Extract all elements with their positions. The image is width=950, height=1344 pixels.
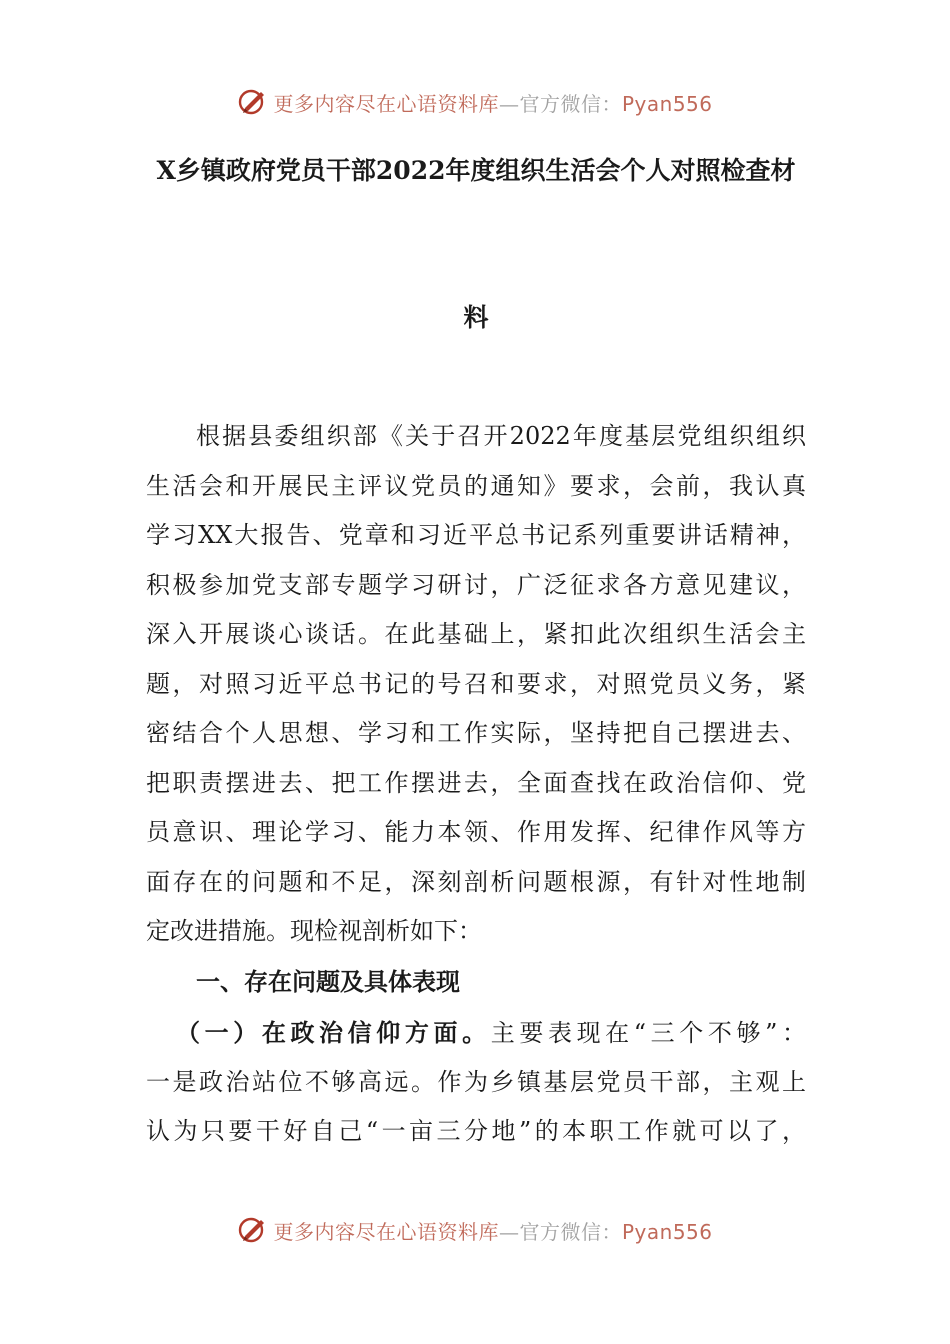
paragraph-line: 定改进措施。现检视剖析如下： bbox=[146, 917, 482, 945]
section-heading: 一、存在问题及具体表现 bbox=[196, 967, 460, 996]
intro-paragraph bbox=[146, 412, 806, 957]
banner-text: 更多内容尽在心语资料库—官方微信：Pyan556 bbox=[273, 91, 713, 116]
paragraph-line: 员意识、理论学习、能力本领、作用发挥、纪律作风等方 bbox=[146, 818, 806, 846]
header-banner bbox=[0, 82, 950, 122]
paragraph-line: 认为只要干好自己“一亩三分地”的本职工作就可以了， bbox=[146, 1117, 806, 1145]
banner-text: 更多内容尽在心语资料库—官方微信：Pyan556 bbox=[273, 1219, 713, 1244]
paragraph-line: 密结合个人思想、学习和工作实际，坚持把自己摆进去、 bbox=[146, 719, 806, 747]
paragraph-line: 积极参加党支部专题学习研讨，广泛征求各方意见建议， bbox=[146, 570, 806, 599]
paragraph-line bbox=[146, 1008, 806, 1058]
paragraph-line: 面存在的问题和不足，深刻剖析问题根源，有针对性地制 bbox=[146, 867, 806, 896]
pen-logo-icon bbox=[237, 1214, 269, 1246]
paragraph-line: 生活会和开展民主评议党员的通知》要求，会前，我认真 bbox=[146, 471, 806, 500]
subsection-paragraph bbox=[146, 1008, 806, 1157]
document-title: X乡镇政府党员干部2022年度组织生活会个人对照检查材 bbox=[156, 156, 796, 185]
paragraph-line: 一是政治站位不够高远。作为乡镇基层党员干部，主观上 bbox=[146, 1067, 806, 1096]
document-title-continued: 料 bbox=[463, 303, 489, 332]
footer-banner bbox=[0, 1210, 950, 1250]
paragraph-line: 根据县委组织部《关于召开2022年度基层党组织组织 bbox=[196, 422, 806, 450]
paragraph-line: 题，对照习近平总书记的号召和要求，对照党员义务，紧 bbox=[146, 669, 806, 698]
paragraph-line: 深入开展谈心谈话。在此基础上，紧扣此次组织生活会主 bbox=[146, 620, 806, 648]
paragraph-line: 把职责摆进去、把工作摆进去，全面查找在政治信仰、党 bbox=[146, 768, 806, 797]
paragraph-line: 学习XX大报告、党章和习近平总书记系列重要讲话精神， bbox=[146, 521, 806, 549]
pen-logo-icon bbox=[237, 86, 269, 118]
subsection-text: 主要表现在“三个不够”： bbox=[490, 1019, 806, 1047]
subsection-heading: （一）在政治信仰方面。 bbox=[176, 1018, 491, 1047]
